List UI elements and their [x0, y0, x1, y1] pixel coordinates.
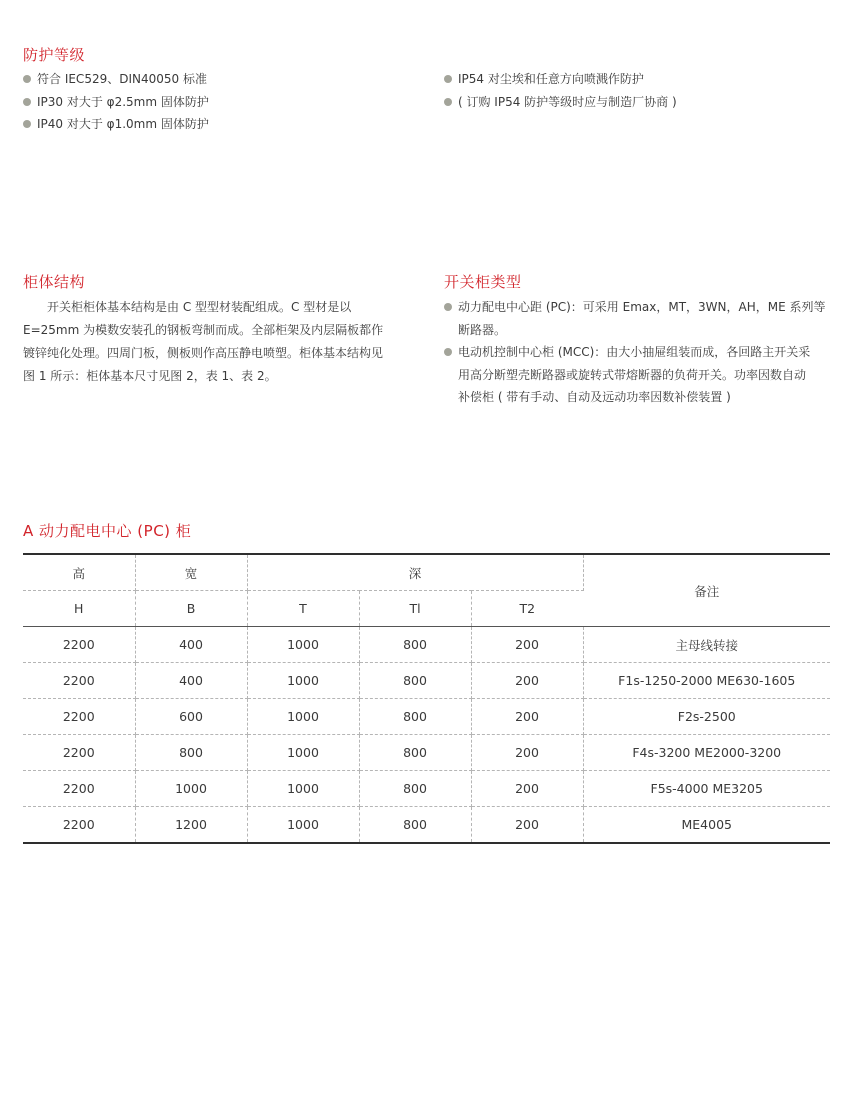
header-note: 备注 — [583, 554, 830, 627]
bullet-dot-icon — [444, 75, 452, 83]
table-row: 2200 800 1000 800 200 F4s-3200 ME2000-3200 — [23, 735, 830, 771]
table-row: 2200 1000 1000 800 200 F5s-4000 ME3205 — [23, 771, 830, 807]
header-width: 宽 — [135, 554, 247, 591]
table-row: 2200 600 1000 800 200 F2s-2500 — [23, 699, 830, 735]
bullet-dot-icon — [444, 348, 452, 356]
header-T2: T2 — [471, 591, 583, 627]
table-row: 2200 400 1000 800 200 F1s-1250-2000 ME630-1605 — [23, 663, 830, 699]
header-H: H — [23, 591, 135, 627]
list-item: 电动机控制中心柜 (MCC)：由大小抽屉组装而成，各回路主开关采 用高分断塑壳断路器或旋转式带熔断器的负荷开关。功率因数自动 补偿柜 ( 带有手动、自动及远动功率因数补偿装置 ) — [444, 341, 839, 409]
protection-title: 防护等级 — [23, 46, 86, 64]
bullet-dot-icon — [23, 120, 31, 128]
cabinet-types-list — [444, 296, 839, 409]
cabinet-types-title: 开关柜类型 — [444, 273, 522, 291]
table-title: A 动力配电中心 (PC) 柜 — [23, 522, 192, 540]
list-item: IP30 对大于 φ2.5mm 固体防护 — [23, 91, 423, 114]
bullet-dot-icon — [444, 98, 452, 106]
bullet-dot-icon — [23, 75, 31, 83]
header-Tl: Tl — [359, 591, 471, 627]
header-depth: 深 — [247, 554, 583, 591]
list-item: ( 订购 IP54 防护等级时应与制造厂协商 ) — [444, 91, 834, 114]
bullet-dot-icon — [23, 98, 31, 106]
list-item: IP40 对大于 φ1.0mm 固体防护 — [23, 113, 423, 136]
structure-title: 柜体结构 — [23, 273, 86, 291]
structure-paragraph: 开关柜柜体基本结构是由 C 型型材装配组成。C 型材是以 E=25mm 为模数安装孔的钢板弯制而成。全部柜架及内层隔板都作 镀锌纯化处理。四周门板，侧板则作高压静电喷塑。柜体基本结构见 图 1 所示：柜体基本尺寸见图 2，表 1、表 2。 — [23, 300, 384, 383]
list-item: 动力配电中心距 (PC)：可采用 Emax，MT，3WN，AH，ME 系列等 断路器。 — [444, 296, 839, 341]
header-B: B — [135, 591, 247, 627]
header-T: T — [247, 591, 359, 627]
list-item: IP54 对尘埃和任意方向喷溅作防护 — [444, 68, 834, 91]
list-item: 符合 IEC529、DIN40050 标准 — [23, 68, 423, 91]
pc-cabinet-table — [23, 553, 830, 844]
table-row: 2200 1200 1000 800 200 ME4005 — [23, 807, 830, 844]
bullet-dot-icon — [444, 303, 452, 311]
protection-left-list — [23, 68, 423, 136]
protection-right-list — [444, 68, 834, 113]
header-height: 高 — [23, 554, 135, 591]
table-row: 2200 400 1000 800 200 主母线转接 — [23, 627, 830, 663]
